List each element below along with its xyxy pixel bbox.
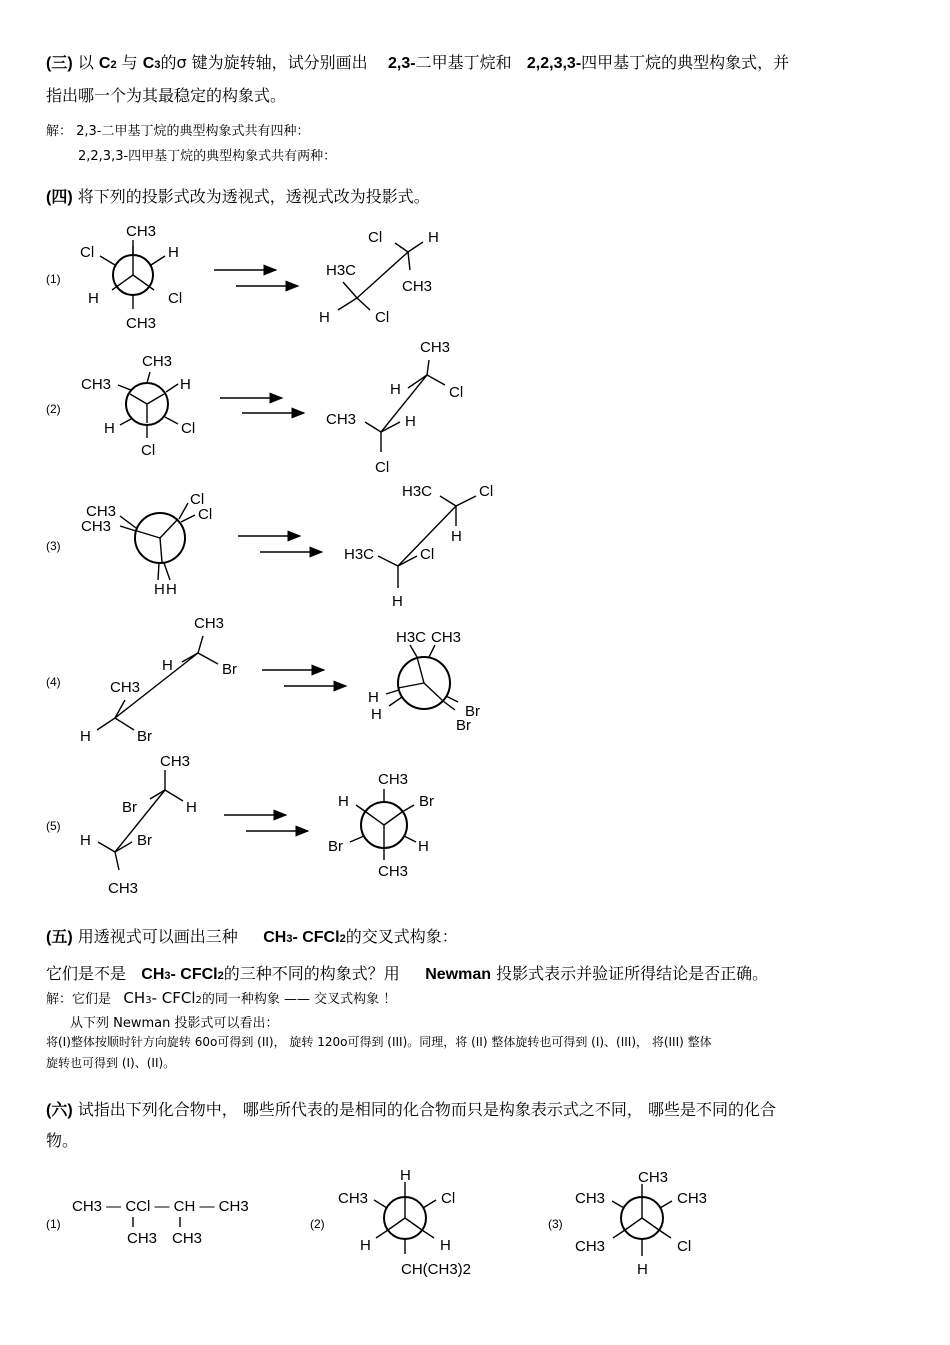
q3-c2: C: [98, 55, 111, 72]
newman-group: H: [400, 1167, 411, 1184]
newman-group: H: [368, 689, 379, 706]
sawhorse-group: H: [319, 309, 330, 326]
formula: - CFCl: [151, 989, 196, 1007]
newman-group: H: [154, 581, 165, 598]
newman-group: Cl: [677, 1238, 692, 1255]
sawhorse-projection-3: [344, 483, 493, 610]
formula-sub: 2: [217, 970, 224, 982]
sawhorse-group: CH3: [194, 615, 225, 632]
q3-c3: C: [142, 55, 155, 72]
q3-text: 四甲基丁烷的典型构象式，并: [581, 53, 790, 72]
newman-group: CH3: [81, 376, 112, 393]
newman-group: H: [440, 1237, 451, 1254]
newman-group: Cl: [198, 506, 213, 523]
newman-group: CH3: [86, 503, 117, 520]
newman-projection-6-2: [338, 1167, 471, 1278]
sawhorse-group: H: [80, 728, 91, 745]
sawhorse-group: H: [392, 593, 403, 610]
q4-text: 将下列的投影式改为透视式，透视式改为投影式。: [77, 187, 430, 206]
sawhorse-group: H: [186, 799, 197, 816]
q5-text: 投影式表示并验证所得结论是否正确。: [496, 964, 769, 983]
q5-text: 的三种不同的构象式？用: [223, 964, 400, 983]
formula-sub: 3: [286, 933, 293, 945]
q6-line2: 物。: [46, 1131, 79, 1150]
q5-answer-text: 解：它们是: [46, 992, 112, 1007]
newman-group: CH3: [378, 863, 409, 880]
newman-group: CH3: [81, 518, 112, 535]
q6-line1: [46, 1097, 776, 1120]
q3-text: 与: [121, 53, 138, 72]
q5-text: 用透视式可以画出三种: [77, 927, 238, 946]
q5-answer-1: [46, 988, 396, 1007]
newman-group: H: [338, 793, 349, 810]
q4-number: (四): [46, 189, 73, 206]
newman-group: H: [104, 420, 115, 437]
newman-group: H: [637, 1261, 648, 1278]
sawhorse-group: Cl: [375, 309, 390, 326]
newman-group: H: [168, 244, 179, 261]
q5-answer-3: 将(I)整体按顺时针方向旋转 60o可得到 (II)， 旋转 120o可得到 (III)。同理，将 (II) 整体旋转也可得到 (I)、(III)， 将(III) 整体: [46, 1035, 712, 1049]
newman-projection-3: [81, 491, 212, 598]
newman-group: CH3: [575, 1238, 606, 1255]
formula-sub: 3: [145, 995, 152, 1006]
sawhorse-group: CH3: [402, 278, 433, 295]
item-label: (1): [46, 272, 61, 286]
sawhorse-group: H: [162, 657, 173, 674]
q6-text: 试指出下列化合物中， 哪些所代表的是相同的化合物而只是构象表示式之不同， 哪些是不同的化合: [77, 1100, 776, 1119]
sawhorse-group: Cl: [449, 384, 464, 401]
item-label: (3): [46, 539, 61, 553]
item-label: (1): [46, 1217, 61, 1231]
sawhorse-group: H3C: [326, 262, 357, 279]
sawhorse-group: CH3: [420, 339, 451, 356]
sawhorse-projection-5: [80, 753, 197, 897]
formula-sub: 2: [339, 933, 346, 945]
item-label: (2): [46, 402, 61, 416]
formula-substituent: CH3: [172, 1230, 203, 1247]
newman-term: Newman: [425, 966, 491, 983]
newman-group: CH(CH3)2: [401, 1261, 472, 1278]
sawhorse-group: CH3: [108, 880, 139, 897]
formula: - CFCl: [170, 966, 218, 983]
newman-group: Cl: [441, 1190, 456, 1207]
q6-number: (六): [46, 1102, 73, 1119]
newman-group: H: [88, 290, 99, 307]
q5-answer-4: 旋转也可得到 (I)、(II)。: [46, 1056, 176, 1070]
newman-group: Cl: [168, 290, 183, 307]
formula: CH: [263, 929, 287, 946]
newman-projection-1: [80, 223, 182, 332]
q3-answer-1: 解： 2,3-二甲基丁烷的典型构象式共有四种：: [46, 124, 310, 139]
newman-projection-6-3: [575, 1169, 707, 1278]
sawhorse-projection-4: [80, 615, 237, 745]
newman-group: H: [180, 376, 191, 393]
newman-group: CH3: [338, 1190, 369, 1207]
sawhorse-group: H: [428, 229, 439, 246]
q3-text: 以: [77, 53, 94, 72]
formula: CH: [123, 989, 146, 1007]
q3-text: 的σ 键为旋转轴，试分别画出: [160, 53, 368, 72]
sawhorse-group: H3C: [344, 546, 375, 563]
newman-group: H3C: [396, 629, 427, 646]
structural-formula-1: [72, 1198, 249, 1247]
sawhorse-group: Br: [222, 661, 237, 678]
sawhorse-group: CH3: [110, 679, 141, 696]
newman-group: CH3: [575, 1190, 606, 1207]
q3-line2: 指出哪一个为其最稳定的构象式。: [46, 86, 287, 105]
sawhorse-projection-2: [326, 339, 463, 476]
item-label: (2): [310, 1217, 325, 1231]
newman-group: Br: [456, 717, 471, 734]
sawhorse-projection-1: [319, 229, 439, 326]
sawhorse-group: Br: [137, 832, 152, 849]
q3-c3-sub: 3: [154, 59, 161, 71]
formula: - CFCl: [292, 929, 340, 946]
sawhorse-group: Cl: [368, 229, 383, 246]
newman-group: Cl: [141, 442, 156, 459]
formula-sub: 2: [195, 995, 202, 1006]
sawhorse-group: CH3: [160, 753, 191, 770]
q3-number: (三): [46, 55, 73, 72]
newman-group: H: [371, 706, 382, 723]
q5-answer-text: 的同一种构象 —— 交叉式构象 ！: [201, 992, 397, 1007]
q5-text: 的交叉式构象：: [345, 927, 458, 946]
sawhorse-group: Cl: [375, 459, 390, 476]
sawhorse-group: Cl: [479, 483, 494, 500]
sawhorse-group: H3C: [402, 483, 433, 500]
sawhorse-group: Br: [137, 728, 152, 745]
q3-c2-sub: 2: [110, 59, 117, 71]
q5-line1: [46, 924, 458, 947]
newman-group: CH3: [378, 771, 409, 788]
newman-group: Cl: [181, 420, 196, 437]
item-label: (4): [46, 675, 61, 689]
newman-group: H: [166, 581, 177, 598]
newman-projection-2: [81, 353, 195, 459]
q5-line2: [46, 961, 768, 984]
q3-answer-2: 2,2,3,3-四甲基丁烷的典型构象式共有两种：: [78, 149, 337, 164]
newman-group: CH3: [126, 315, 157, 332]
formula-sub: 3: [164, 970, 171, 982]
newman-group: Br: [328, 838, 343, 855]
newman-group: Br: [419, 793, 434, 810]
formula-chain: CH3 — CCl — CH — CH3: [72, 1198, 249, 1215]
item-label: (5): [46, 819, 61, 833]
formula-substituent: CH3: [127, 1230, 158, 1247]
newman-group: Br: [465, 703, 480, 720]
newman-projection-4: [368, 629, 480, 734]
q5-text: 它们是不是: [46, 964, 127, 983]
sawhorse-group: H: [405, 413, 416, 430]
sawhorse-group: Cl: [420, 546, 435, 563]
newman-group: CH3: [142, 353, 173, 370]
newman-group: H: [418, 838, 429, 855]
q3-text: 二甲基丁烷和: [415, 53, 512, 72]
newman-group: CH3: [638, 1169, 669, 1186]
sawhorse-group: Br: [122, 799, 137, 816]
sawhorse-group: H: [80, 832, 91, 849]
sawhorse-group: H: [390, 381, 401, 398]
newman-group: CH3: [677, 1190, 708, 1207]
newman-group: CH3: [431, 629, 462, 646]
formula: CH: [141, 966, 165, 983]
newman-group: H: [360, 1237, 371, 1254]
q5-answer-2: 从下列 Newman 投影式可以看出：: [70, 1016, 279, 1031]
q3-number-1: 2,3-: [388, 55, 416, 72]
newman-projection-5: [328, 771, 434, 880]
sawhorse-group: H: [451, 528, 462, 545]
q3-number-2: 2,2,3,3-: [526, 55, 582, 72]
newman-group: Cl: [80, 244, 95, 261]
sawhorse-group: CH3: [326, 411, 357, 428]
item-label: (3): [548, 1217, 563, 1231]
newman-group: Cl: [190, 491, 205, 508]
q5-number: (五): [46, 929, 73, 946]
newman-group: CH3: [126, 223, 157, 240]
